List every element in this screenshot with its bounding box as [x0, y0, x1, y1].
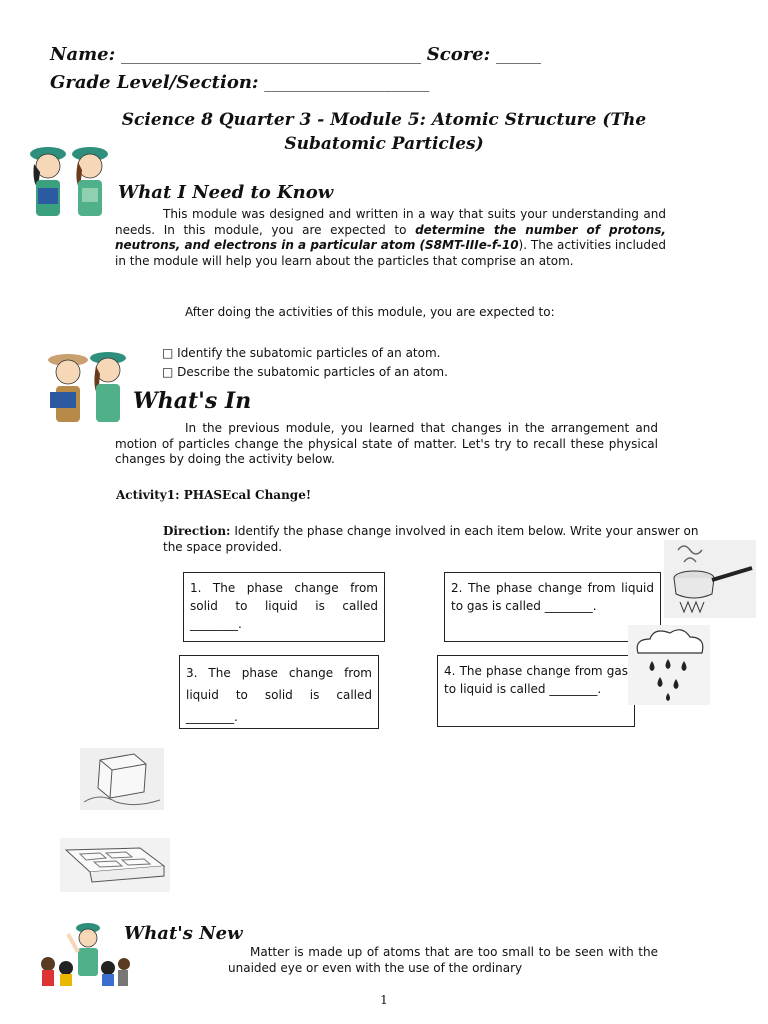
activity-item-box[interactable]: 4. The phase change from gas to liquid is called ________. [437, 655, 635, 727]
ice-tray-icon [60, 838, 170, 892]
name-label: Name: [50, 44, 116, 65]
whats-new-paragraph: Matter is made up of atoms that are too small to be seen with the unaided eye or even with the use of the ordinary [228, 945, 658, 975]
title-line-1: Science 8 Quarter 3 - Module 5: Atomic Structure (The [121, 110, 647, 130]
section-heading-whats-new: What's New [124, 923, 243, 944]
section-heading-need-to-know: What I Need to Know [118, 182, 334, 203]
rain-cloud-icon [628, 625, 710, 705]
section-heading-whats-in: What's In [133, 388, 252, 414]
activity-item-box[interactable]: 1. The phase change from solid to liquid is called ________. [183, 572, 385, 642]
objective-item: □ Identify the subatomic particles of an atom. [162, 346, 441, 360]
teacher-students-icon [38, 920, 130, 988]
need-to-know-paragraph [115, 207, 666, 269]
name-line [50, 44, 541, 65]
score-blank[interactable]: ______ [496, 46, 542, 64]
objectives-intro: After doing the activities of this module, you are expected to: [185, 305, 555, 319]
grade-label: Grade Level/Section: [50, 72, 259, 93]
whats-in-paragraph: In the previous module, you learned that changes in the arrangement and motion of particles change the physical state of matter. Let's try to recall these physical changes by doing the activity below. [115, 421, 658, 466]
activity-item-box[interactable]: 2. The phase change from liquid to gas is called ________. [444, 572, 661, 642]
need-to-know-text-1: This module was designed and written in a way that suits your understanding and needs. In this module, you are expected to [115, 207, 666, 237]
score-label: Score: [426, 44, 491, 65]
need-to-know-text-2: ). The activities included in the module will help you learn about the particles that comprise an atom. [115, 238, 667, 268]
students-book-icon [42, 348, 130, 426]
need-to-know-competency: determine the number of protons, neutrons, and electrons in a particular atom (S8MT-IIIe-f-10 [115, 222, 666, 252]
melting-ice-cube-icon [80, 748, 164, 810]
direction-text [163, 523, 711, 555]
page-title [64, 110, 704, 154]
students-reading-icon [24, 142, 112, 222]
page-number: 1 [380, 993, 388, 1007]
objective-item: □ Describe the subatomic particles of an atom. [162, 365, 448, 379]
grade-blank[interactable]: ______________________ [264, 74, 430, 92]
boiling-pot-icon [664, 540, 756, 618]
grade-line [50, 72, 429, 93]
direction-label: Direction: [163, 524, 231, 538]
title-line-2: Subatomic Particles) [284, 134, 484, 154]
direction-body: Identify the phase change involved in each item below. Write your answer on the space provided. [163, 524, 699, 554]
activity-title: Activity1: PHASEcal Change! [116, 488, 312, 502]
name-blank[interactable]: ________________________________________ [121, 46, 421, 64]
activity-item-box[interactable]: 3. The phase change from liquid to solid is called ________. [179, 655, 379, 729]
